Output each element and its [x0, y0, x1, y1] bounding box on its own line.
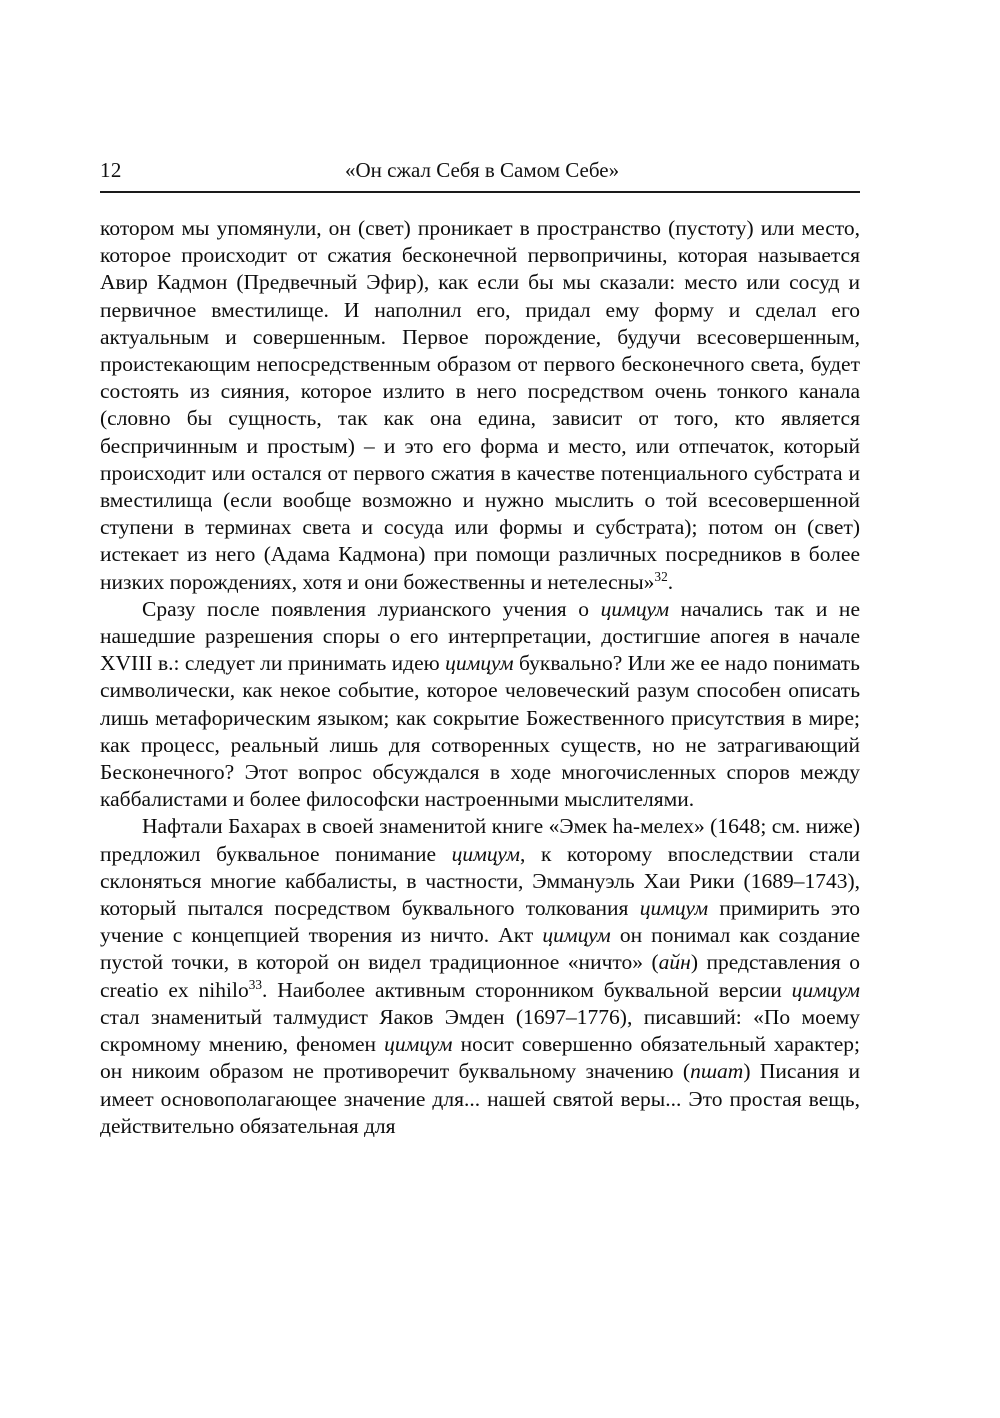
- header-divider-rule: [100, 191, 860, 193]
- italic-term: цимцум: [384, 1032, 453, 1057]
- body-text: [100, 215, 860, 1140]
- running-title: «Он сжал Себя в Самом Себе»: [345, 158, 620, 182]
- italic-term: цимцум: [542, 923, 611, 948]
- footnote-marker: 33: [248, 976, 263, 992]
- page-number: 12: [100, 158, 122, 182]
- italic-term: пшат: [690, 1059, 744, 1084]
- running-head: [100, 158, 860, 188]
- italic-term: цимцум: [451, 841, 521, 866]
- page-content: [100, 158, 860, 1140]
- italic-term: цимцум: [791, 977, 860, 1002]
- paragraph-continuation: котором мы упомянули, он (свет) проникает в пространство (пустоту) или место, которое происходит от сжатия бесконечной первопричины, которая называется Авир Кадмон (Предвечный Эфир), как если бы мы сказали: место или сосуд и первичное вместилище. И наполнил его, придал ему форму и сделал его актуальным и совершенным. Первое порождение, будучи всесовершенным, проистекающим непосредственным образом от первого бесконечного света, будет состоять из сияния, которое излито в него посредством очень тонкого канала (словно бы сущность, так как она едина, зависит от того, кто является беспричинным и простым) – и это его форма и место, или отпечаток, который происходит или остался от первого сжатия в качестве потенциального субстрата и вместилища (если вообще возможно и нужно мыслить о той всесовершенной ступени в терминах света и сосуда или формы и субстрата); потом он (свет) истекает из него (Адама Кадмона) при помощи различных посредников в более низких порождениях, хотя и они божественны и нетелесны»$^{32}$.: [100, 216, 860, 594]
- italic-term: цимцум: [639, 896, 709, 921]
- italic-term: айн: [658, 950, 691, 975]
- footnote-marker: 32: [654, 568, 668, 584]
- paragraph-tzimtzum-debate: Сразу после появления лурианского учения о цимцум начались так и не нашедшие разрешения споры о его интерпретации, достигшие апогея в начале XVIII в.: следует ли принимать идею цимцум буквально? Или же ее надо понимать символически, как некое событие, которое человеческий разум способен описать лишь метафорическим языком; как сокрытие Божественного присутствия в мире; как процесс, реальный лишь для сотворенных существ, но не затрагивающий Бесконечного? Этот вопрос обсуждался в ходе многочисленных споров между каббалистами и более философски настроенными мыслителями.: [100, 596, 860, 812]
- italic-term: цимцум: [600, 596, 670, 621]
- italic-term: цимцум: [445, 651, 514, 676]
- paragraph-bacharach: Нафтали Бахарах в своей знаменитой книге «Эмек ha-мелех» (1648; см. ниже) предложил буквальное понимание цимцум, к которому впоследствии стали склоняться многие каббалисты, в частности, Эммануэль Хаи Рики (1689–1743), который пытался посредством буквального толкования цимцум примирить это учение с концепцией творения из ничто. Акт цимцум он понимал как создание пустой точки, в которой он видел традиционное «ничто» (айн) представления о creatio ex nihilo$^{33}$. Наиболее активным сторонником буквальной версии цимцум стал знаменитый талмудист Яаков Эмден (1697–1776), писавший: «По моему скромному мнению, феномен цимцум носит совершенно обязательный характер; он никоим образом не противоречит буквальному значению (пшат) Писания и имеет основополагающее значение для... нашей святой веры... Это простая вещь, действительно обязательная для: [100, 814, 861, 1138]
